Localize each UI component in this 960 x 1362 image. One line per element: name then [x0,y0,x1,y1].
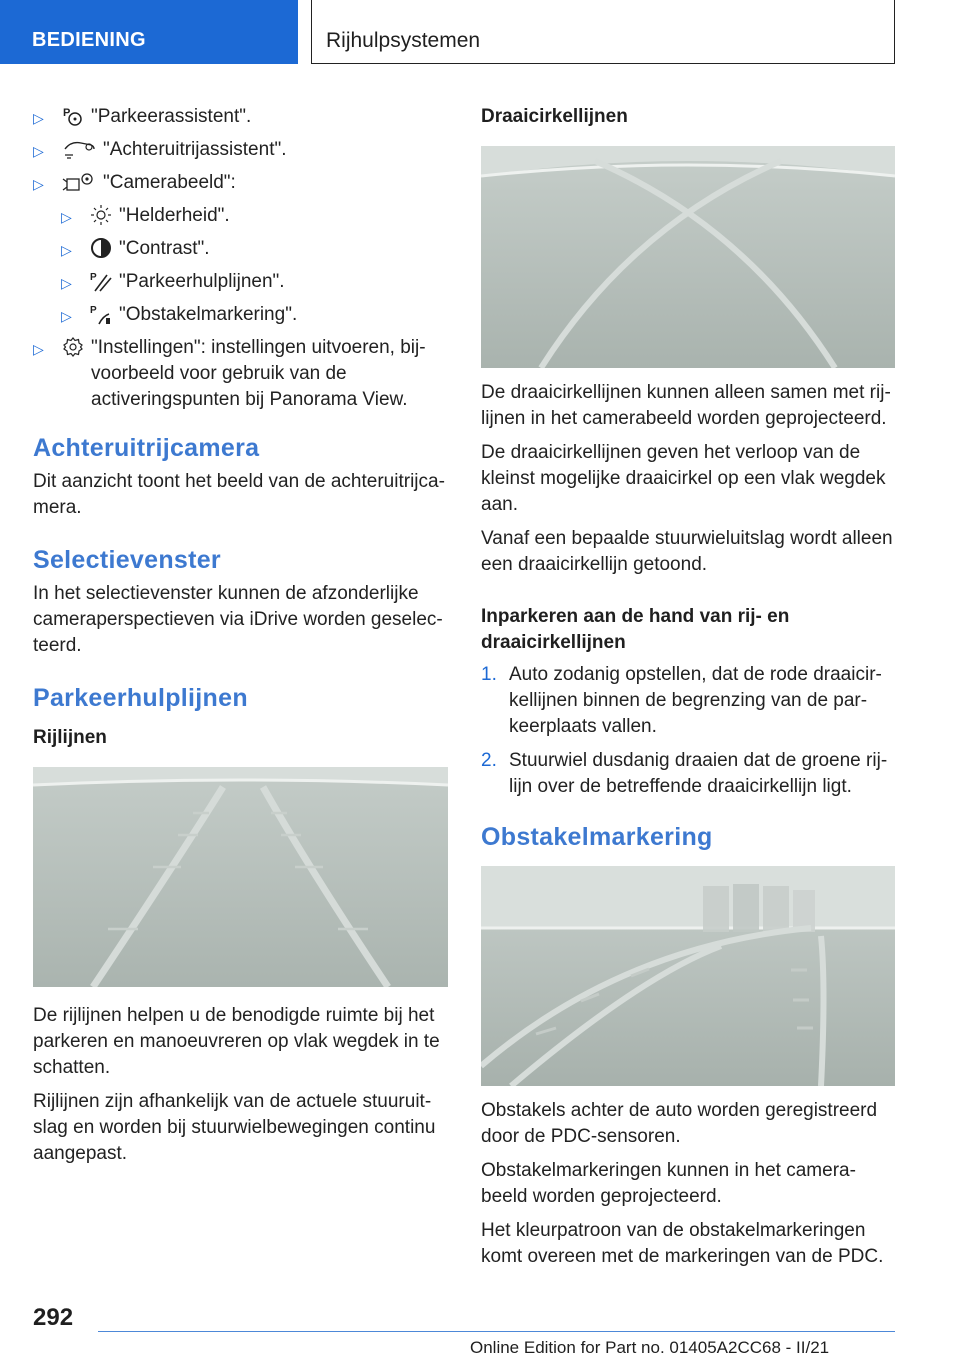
page-number: 292 [33,1304,74,1331]
obstacle-marking-icon [89,302,113,334]
numbered-step [481,748,895,800]
bullet-triangle-icon: ▷ [61,275,72,291]
footer-divider [98,1331,895,1332]
left-column [33,104,448,1175]
menu-item-text: "Instellingen": instellingen uitvoeren, bijvoorbeeld voor gebruik van de activeringspunten bij Panorama View. [91,337,426,410]
chapter-tab [311,0,895,64]
step-number: 2. [481,750,497,771]
paragraph: Het kleurpatroon van de obstakelmarkeringen komt overeen met de markeringen van de PDC. [481,1220,884,1267]
turn-circle-illustration [481,146,895,368]
menu-item-parking-assistant [33,104,448,130]
bullet-triangle-icon: ▷ [61,242,72,258]
bullet-triangle-icon: ▷ [61,308,72,324]
brightness-icon [89,203,113,235]
menu-item-settings [33,335,448,413]
section-tab [0,0,298,64]
submenu-item-parking-lines [33,269,448,295]
submenu-item-text: "Contrast". [119,238,210,259]
bullet-triangle-icon: ▷ [33,176,44,192]
svg-text:P: P [63,107,71,119]
numbered-step [481,662,895,740]
submenu-item-contrast [33,236,448,262]
section-heading-parking-lines: Parkeerhulplijnen [33,684,248,712]
subheading-lanes: Rijlijnen [33,727,107,748]
menu-item-text: "Parkeerassistent". [91,106,252,127]
obstacle-marking-illustration [481,866,895,1086]
section-label: BEDIENING [32,29,146,51]
paragraph: Vanaf een bepaalde stuurwieluitslag wordt alleen een draaicirkellijn getoond. [481,528,893,575]
lanes-illustration [33,767,448,987]
bullet-triangle-icon: ▷ [33,110,44,126]
submenu-item-brightness [33,203,448,229]
step-text: Auto zodanig opstellen, dat de rode draaicirkellijnen binnen de begrenzing van de parkeerplaats vallen. [509,664,882,737]
submenu-item-text: "Helderheid". [119,205,230,226]
bullet-triangle-icon: ▷ [33,341,44,357]
submenu-item-obstacle-marking [33,302,448,328]
subheading-manual-parking: Inparkeren aan de hand van rij- en draaicirkellijnen [481,606,790,653]
reversing-assistant-icon [61,137,97,169]
section-heading-obstacle-marking: Obstakelmarkering [481,823,713,851]
section-heading-rear-camera: Achteruitrijcamera [33,434,260,462]
menu-item-text: "Achteruitrijassistent". [103,139,287,160]
contrast-icon [89,236,113,268]
paragraph: Obstakelmarkeringen kunnen in het camerabeeld worden geprojecteerd. [481,1160,856,1207]
menu-item-text: "Camerabeeld": [103,172,236,193]
section-heading-selection-window: Selectievenster [33,546,221,574]
svg-text:P: P [90,272,97,283]
paragraph: Rijlijnen zijn afhankelijk van de actuele stuuruitslag en worden bij stuurwielbewegingen continu aangepast. [33,1091,436,1164]
paragraph: De draaicirkellijnen kunnen alleen samen met rijlijnen in het camerabeeld worden geprojecteerd. [481,382,891,429]
svg-text:P: P [90,305,97,316]
parking-lines-icon [89,269,113,301]
chapter-label: Rijhulpsystemen [326,29,481,52]
paragraph: De rijlijnen helpen u de benodigde ruimte bij het parkeren en manoeuvreren op vlak wegdek in te schatten. [33,1005,440,1078]
camera-view-icon [61,170,97,202]
right-column [481,104,895,1278]
submenu-item-text: "Parkeerhulplijnen". [119,271,285,292]
paragraph: In het selectievenster kunnen de afzonderlijke cameraperspectieven via iDrive worden geselecteerd. [33,583,443,656]
subheading-turn-circle-lines: Draaicirkellijnen [481,106,628,127]
paragraph: De draaicirkellijnen geven het verloop van de kleinst mogelijke draaicirkel op een vlak wegdek aan. [481,442,886,515]
menu-item-reversing-assistant [33,137,448,163]
paragraph: Obstakels achter de auto worden geregistreerd door de PDC-sensoren. [481,1100,878,1147]
menu-item-camera-view [33,170,448,196]
paragraph: Dit aanzicht toont het beeld van de achteruitrijcamera. [33,471,445,518]
bullet-triangle-icon: ▷ [61,209,72,225]
submenu-item-text: "Obstakelmarkering". [119,304,298,325]
parking-assistant-icon [61,104,85,136]
footer-edition: Online Edition for Part no. 01405A2CC68 - II/21 [470,1338,830,1357]
step-number: 1. [481,664,497,685]
bullet-triangle-icon: ▷ [33,143,44,159]
settings-icon [61,335,85,367]
step-text: Stuurwiel dusdanig draaien dat de groene rijlijn over de betreffende draaicirkellijn ligt. [509,750,888,797]
